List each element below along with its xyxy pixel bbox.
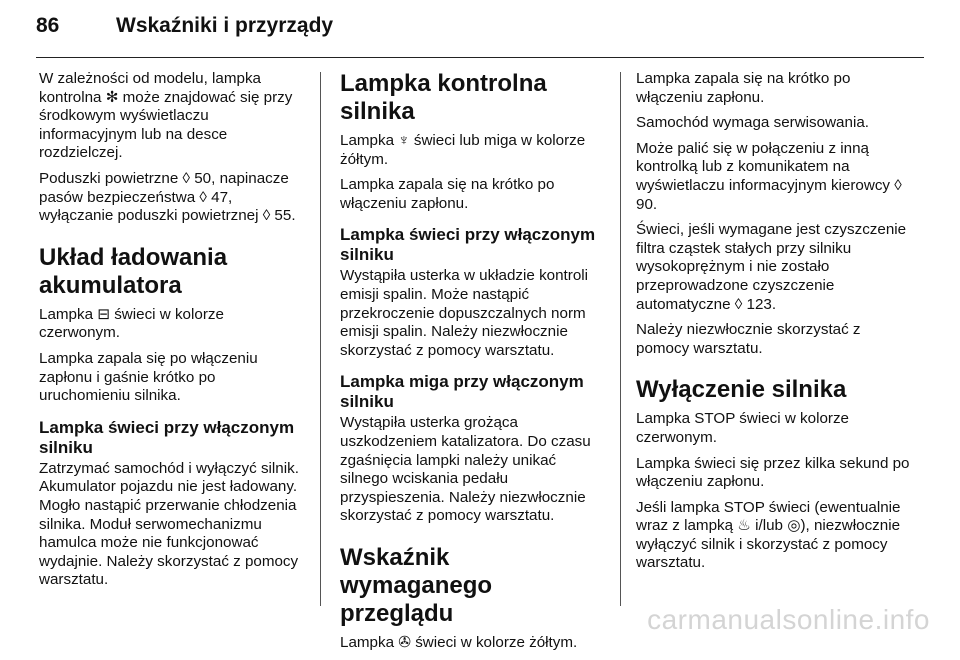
subsection-heading: Lampka świeci przy włączonym silniku: [340, 225, 596, 265]
paragraph: Samochód wymaga serwisowania.: [636, 114, 869, 132]
paragraph: Lampka zapala się na krótko po włączeniu zapłonu.: [636, 70, 851, 106]
paragraph: Lampka ⊟ świeci w kolorze czerwonym.: [39, 305, 224, 342]
paragraph: W zależności od modelu, lampka kontrolna ✻ może znajdować się przy środkowym wyświetlaczu informacyjnym lub na desce rozdzielczej.: [39, 70, 293, 162]
subsection-heading: Lampka świeci przy włączonym silniku: [39, 417, 295, 457]
column-divider: [320, 72, 321, 606]
header-rule: [36, 57, 924, 58]
paragraph: Lampka ✇ świeci w kolorze żółtym.: [340, 633, 578, 651]
column-3: [636, 70, 910, 580]
paragraph: Świeci, jeśli wymagane jest czyszczenie filtra cząstek stałych przy silniku wysokoprężnym i nie zostało przeprowadzone czyszczenie automatyczne ◊ 123.: [636, 221, 907, 313]
paragraph: Może palić się w połączeniu z inną kontrolką lub z komunikatem na wyświetlaczu informacyjnym kierowcy ◊ 90.: [636, 139, 902, 213]
paragraph: Lampka zapala się po włączeniu zapłonu i gaśnie krótko po uruchomieniu silnika.: [39, 349, 258, 405]
paragraph: Zatrzymać samochód i wyłączyć silnik. Akumulator pojazdu nie jest ładowany. Mogło nastąpić przerwanie chłodzenia silnika. Moduł serwomechanizmu hamulca może nie funkcjonować wydajnie. Należy skorzystać z pomocy warsztatu.: [39, 459, 299, 589]
column-divider: [620, 72, 621, 606]
page-number: 86: [36, 14, 60, 37]
page-header: [36, 14, 333, 50]
paragraph: Lampka zapala się na krótko po włączeniu zapłonu.: [340, 176, 555, 212]
section-heading: Wskaźnik wymaganego przeglądu: [340, 543, 493, 627]
column-2: [340, 70, 608, 660]
paragraph: Wystąpiła usterka w układzie kontroli emisji spalin. Może nastąpić przekroczenie dopuszczalnych norm emisji spalin. Należy niezwłocznie skorzystać z pomocy warsztatu.: [340, 267, 589, 359]
section-heading: Układ ładowania akumulatora: [39, 243, 228, 299]
paragraph: Należy niezwłocznie skorzystać z pomocy warsztatu.: [636, 321, 861, 357]
page-title: Wskaźniki i przyrządy: [116, 14, 334, 37]
paragraph: Wystąpiła usterka grożąca uszkodzeniem katalizatora. Do czasu zgaśnięcia lampki należy unikać silnego wciskania pedału przyspieszenia. Należy niezwłocznie skorzystać z pomocy warsztatu.: [340, 414, 591, 525]
column-1: [39, 70, 307, 597]
paragraph: Lampka ♆ świeci lub miga w kolorze żółtym.: [340, 132, 586, 168]
section-heading: Lampka kontrolna silnika: [340, 70, 547, 125]
paragraph: Jeśli lampka STOP świeci (ewentualnie wraz z lampką ♨ i/lub ◎), niezwłocznie wyłączyć silnik i skorzystać z pomocy warsztatu.: [636, 498, 901, 572]
paragraph: Poduszki powietrzne ◊ 50, napinacze pasów bezpieczeństwa ◊ 47, wyłączanie poduszki powietrznej ◊ 55.: [39, 169, 296, 225]
paragraph: Lampka STOP świeci w kolorze czerwonym.: [636, 410, 849, 446]
paragraph: Lampka świeci się przez kilka sekund po włączeniu zapłonu.: [636, 454, 910, 491]
section-heading: Wyłączenie silnika: [636, 376, 847, 404]
watermark-text: carmanualsonline.info: [647, 604, 930, 635]
subsection-heading: Lampka miga przy włączonym silniku: [340, 372, 584, 412]
